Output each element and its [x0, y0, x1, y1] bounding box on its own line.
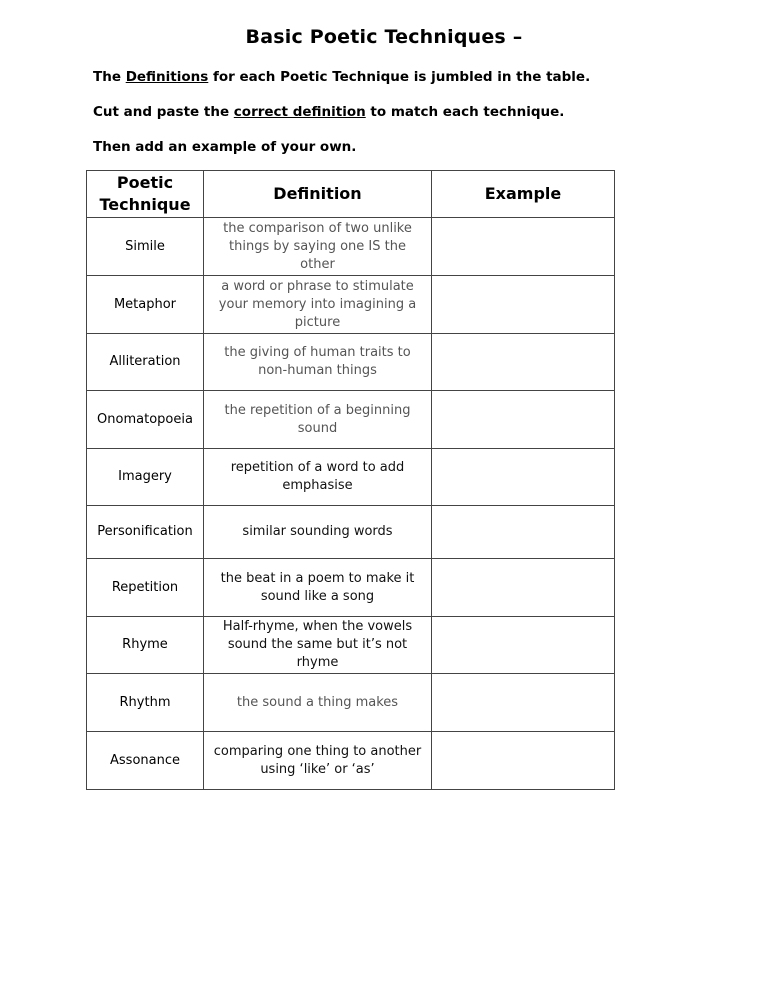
definition-cell[interactable]: comparing one thing to another using ‘like’ or ‘as’	[204, 732, 432, 790]
instruction-line-3: Then add an example of your own.	[93, 139, 357, 155]
example-cell[interactable]	[432, 617, 615, 674]
header-example: Example	[432, 171, 615, 218]
instruction-1-underlined: Definitions	[125, 69, 209, 85]
technique-cell: Alliteration	[87, 334, 204, 391]
definition-cell[interactable]: the beat in a poem to make it sound like a song	[204, 559, 432, 617]
example-cell[interactable]	[432, 391, 615, 449]
example-cell[interactable]	[432, 449, 615, 506]
technique-cell: Simile	[87, 218, 204, 276]
example-cell[interactable]	[432, 674, 615, 732]
definition-cell[interactable]: repetition of a word to add emphasise	[204, 449, 432, 506]
technique-cell: Imagery	[87, 449, 204, 506]
instruction-2-before: Cut and paste the	[93, 104, 234, 120]
example-cell[interactable]	[432, 506, 615, 559]
technique-cell: Repetition	[87, 559, 204, 617]
technique-cell: Metaphor	[87, 276, 204, 334]
definition-cell[interactable]: Half-rhyme, when the vowels sound the same but it’s not rhyme	[204, 617, 432, 674]
example-cell[interactable]	[432, 334, 615, 391]
table-row	[87, 506, 615, 559]
header-technique: Poetic Technique	[87, 171, 204, 218]
table-row	[87, 276, 615, 334]
instruction-2-underlined: correct definition	[233, 104, 366, 120]
instruction-1-before: The	[93, 69, 126, 85]
definition-cell[interactable]: the giving of human traits to non-human things	[204, 334, 432, 391]
instruction-2-after: to match each technique.	[365, 104, 565, 120]
instruction-1-after: for each Poetic Technique is jumbled in the table.	[208, 69, 591, 85]
technique-cell: Assonance	[87, 732, 204, 790]
techniques-table	[86, 170, 615, 790]
definition-cell[interactable]: a word or phrase to stimulate your memory into imagining a picture	[204, 276, 432, 334]
table-row	[87, 334, 615, 391]
technique-cell: Rhythm	[87, 674, 204, 732]
table-row	[87, 559, 615, 617]
technique-cell: Personification	[87, 506, 204, 559]
example-cell[interactable]	[432, 732, 615, 790]
definition-cell[interactable]: similar sounding words	[204, 506, 432, 559]
table-header-row	[87, 171, 615, 218]
definition-cell[interactable]: the comparison of two unlike things by saying one IS the other	[204, 218, 432, 276]
example-cell[interactable]	[432, 218, 615, 276]
definition-cell[interactable]: the repetition of a beginning sound	[204, 391, 432, 449]
instruction-line-2	[93, 104, 564, 120]
example-cell[interactable]	[432, 276, 615, 334]
technique-cell: Rhyme	[87, 617, 204, 674]
table-row	[87, 218, 615, 276]
worksheet-title: Basic Poetic Techniques –	[245, 26, 523, 48]
table-row	[87, 617, 615, 674]
header-definition: Definition	[204, 171, 432, 218]
definition-cell[interactable]: the sound a thing makes	[204, 674, 432, 732]
table-row	[87, 449, 615, 506]
table-row	[87, 391, 615, 449]
table-row	[87, 674, 615, 732]
instruction-line-1	[93, 69, 590, 85]
technique-cell: Onomatopoeia	[87, 391, 204, 449]
example-cell[interactable]	[432, 559, 615, 617]
table-row	[87, 732, 615, 790]
